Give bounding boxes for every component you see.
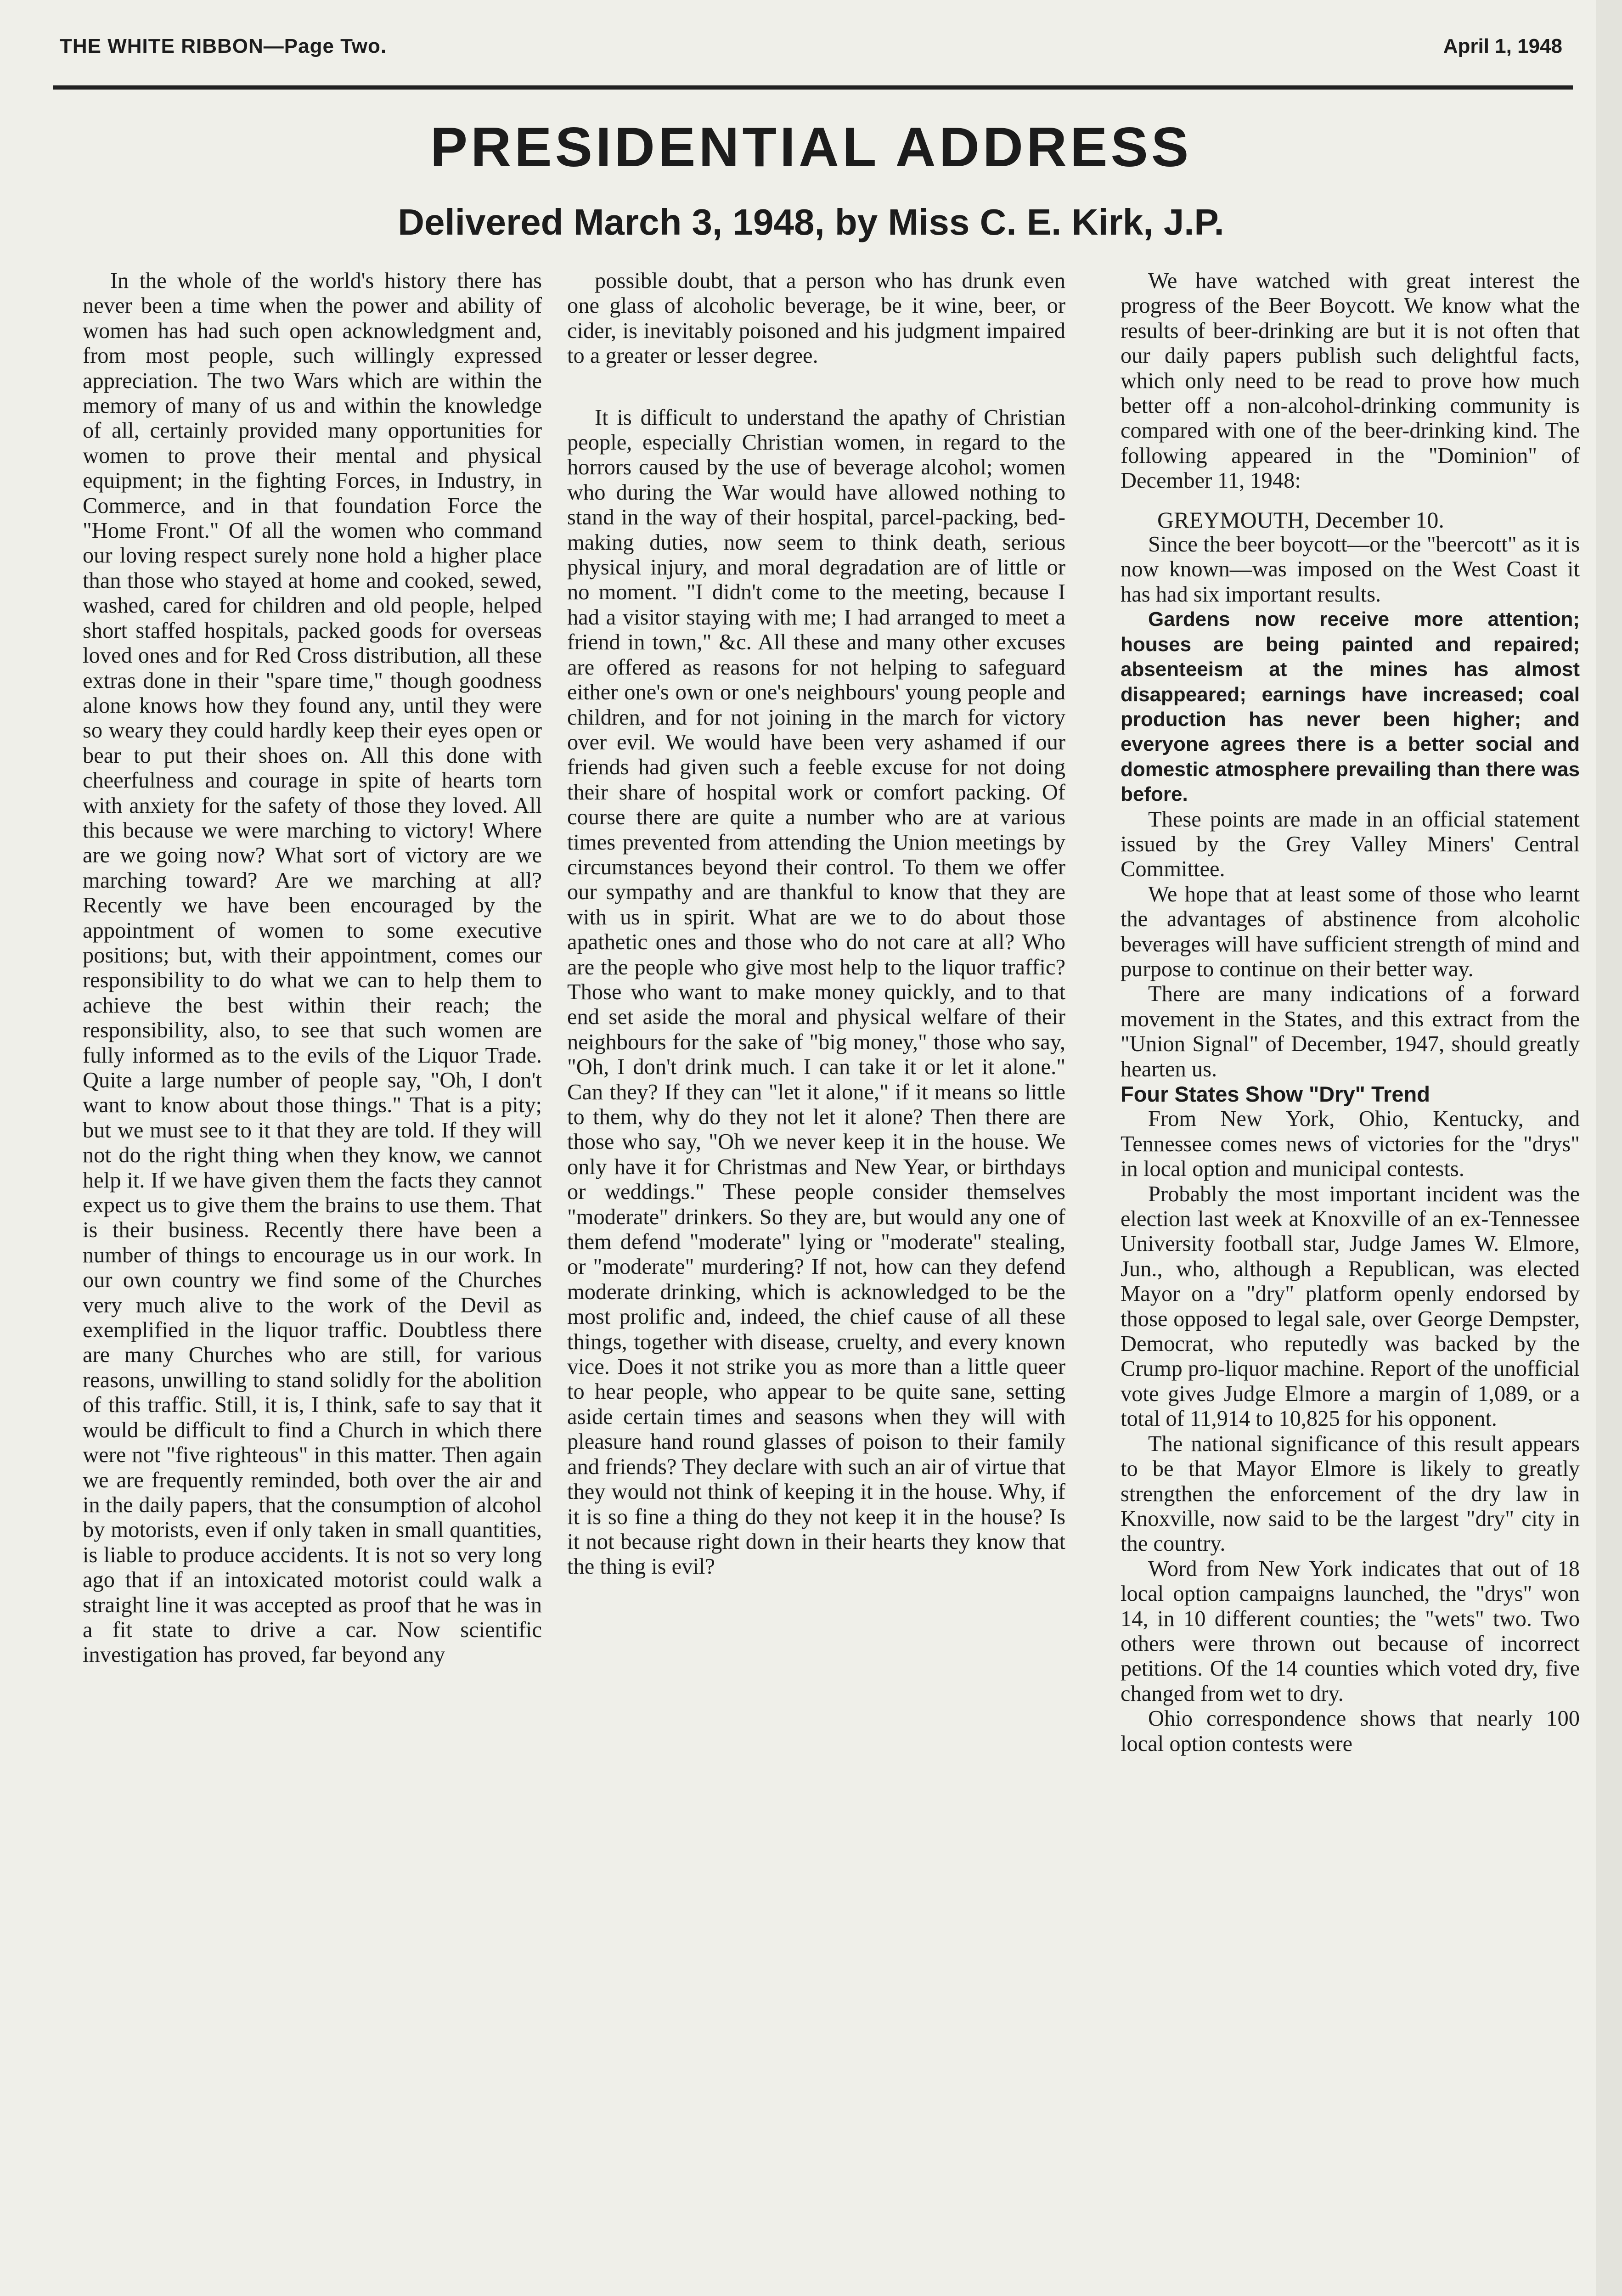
section-heading: Four States Show "Dry" Trend — [1121, 1082, 1430, 1106]
page-header — [60, 28, 1562, 65]
dateline: GREYMOUTH, December 10. — [1157, 506, 1444, 533]
paragraph: There are many indications of a forward movement in the States, and this extract from the "Union Signal" of December, 1947, should greatly hearten us. — [1121, 982, 1580, 1081]
paragraph: The national significance of this result appears to be that Mayor Elmore is likely to greatly strengthen the enforcement of the dry law in Knoxville, now said to be the largest "dry" city in the country. — [1121, 1431, 1580, 1556]
paragraph-gap — [567, 369, 1065, 405]
paragraph: We have watched with great interest the progress of the Beer Boycott. We know what the results of beer-drinking are but it is not often that our daily papers publish such delightful facts, which only need to be read to prove how much better off a non-alcohol-drinking community is compared with one of the beer-drinking kind. The following appeared in the "Dominion" of December 11, 1948: — [1121, 269, 1580, 493]
paragraph: From New York, Ohio, Kentucky, and Tennessee comes news of victories for the "drys" in local option and municipal contests. — [1121, 1107, 1580, 1182]
column-1 — [83, 269, 542, 2296]
paragraph: Probably the most important incident was the election last week at Knoxville of an ex-Tennessee University football star, Judge James W. Elmore, Jun., who, although a Republican, was elected Mayor on a "dry" platform openly endorsed by those opposed to legal sale, over George Dempster, Democrat, who reputedly was backed by the Crump pro-liquor machine. Report of the unofficial vote gives Judge Elmore a margin of 1,089, or a total of 11,914 to 10,825 for his opponent. — [1121, 1182, 1580, 1431]
paragraph: possible doubt, that a person who has drunk even one glass of alcoholic beverage, be it wine, beer, or cider, is inevitably poisoned and his judgment impaired to a greater or lesser degree. — [567, 269, 1065, 368]
header-date: April 1, 1948 — [1443, 35, 1562, 57]
paragraph: Word from New York indicates that out of 18 local option campaigns launched, the "drys" won 14, in 10 different counties; the "wets" two. Two others were thrown out because of incorrect petitions. Of the 14 counties which voted dry, five changed from wet to dry. — [1121, 1556, 1580, 1706]
paragraph: Ohio correspondence shows that nearly 100 local option contests were — [1121, 1706, 1580, 1756]
header-rule — [53, 85, 1573, 90]
paragraph: These points are made in an official statement issued by the Grey Valley Miners' Central Committee. — [1121, 807, 1580, 882]
bold-paragraph: Gardens now receive more attention; houses are being painted and repaired; absenteeism at the mines has almost disappeared; earnings have increased; coal production has never been higher; and everyone agrees there is a better social and domestic atmosphere prevailing than there was before. — [1121, 608, 1580, 806]
paragraph: Since the beer boycott—or the "beercott" as it is now known—was imposed on the West Coast it has had six important results. — [1121, 532, 1580, 607]
page-edge — [1596, 0, 1622, 2296]
header-publication: THE WHITE RIBBON—Page Two. — [60, 35, 387, 57]
column-3 — [1121, 269, 1580, 2296]
article-title: PRESIDENTIAL ADDRESS — [430, 116, 1192, 178]
paragraph: In the whole of the world's history there has never been a time when the power and ability of women has had such open acknowledgment and, from most people, such willingly expressed appreciation. The two Wars which are within the memory of many of us and within the knowledge of all, certainly provided many opportunities for women to prove their mental and physical equipment; in the fighting Forces, in Industry, in Commerce, and in that foundation Force the "Home Front." Of all the women who command our loving respect surely none hold a higher place than those who stayed at home and cooked, sewed, washed, cared for children and old people, helped short staffed hospitals, packed goods for overseas loved ones and for Red Cross distribution, all these extras done in their "spare time," though goodness alone knows how they found any, until they were so weary they could hardly keep their eyes open or bear to put their shoes on. All this done with cheerfulness and courage in spite of hearts torn with anxiety for the safety of those they loved. All this because we were marching to victory! Where are we going now? What sort of victory are we marching toward? Are we marching at all? Recently we have been encouraged by the appointment of women to some executive positions; but, with their appointment, comes our responsibility to do what we can to help them to achieve the best within their reach; the responsibility, also, to see that such women are fully informed as to the evils of the Liquor Trade. Quite a large number of people say, "Oh, I don't want to know about those things." That is a pity; but we must see to it that they are told. If they will not do the right thing when they know, we cannot help it. If we have given them the facts they cannot expect us to give them the brains to use them. That is their business. Recently there have been a number of things to encourage us in our work. In our own country we find some of the Churches very much alive to the work of the Devil as exemplified in the liquor traffic. Doubtless there are many Churches who are still, for various reasons, unwilling to stand solidly for the abolition of this traffic. Still, it is, I think, safe to say that it would be difficult to find a Church in which there were not "five righteous" in this matter. Then again we are frequently reminded, both over the air and in the daily papers, that the consumption of alcohol by motorists, even if only taken in small quantities, is liable to produce accidents. It is not so very long ago that if an intoxicated motorist could walk a straight line it was accepted as proof that he was in a fit state to drive a car. Now scientific investigation has proved, far beyond any — [83, 269, 542, 1667]
paragraph: We hope that at least some of those who learnt the advantages of abstinence from alcoholic beverages will have sufficient strength of mind and purpose to continue on their better way. — [1121, 882, 1580, 981]
column-2 — [567, 269, 1065, 2296]
article-subtitle: Delivered March 3, 1948, by Miss C. E. Kirk, J.P. — [398, 202, 1224, 242]
paragraph: It is difficult to understand the apathy of Christian people, especially Christian women, in regard to the horrors caused by the use of beverage alcohol; women who during the War would have allowed nothing to stand in the way of their hospital, parcel-packing, bed-making duties, now seem to think death, serious physical injury, and moral degradation are of little or no moment. "I didn't come to the meeting, because I had a visitor staying with me; I had arranged to meet a friend in town," &c. All these and many other excuses are offered as reasons for not helping to safeguard either one's own or one's neighbours' young people and children, and for not joining in the march for victory over evil. We would have been very ashamed if our friends had given such a feeble excuse for not doing their share of hospital work or comfort packing. Of course there are quite a number who are at various times prevented from attending the Union meetings by circumstances beyond their control. To them we offer our sympathy and are thankful to know that they are with us in spirit. What are we to do about those apathetic ones and those who do not care at all? Who are the people who give most help to the liquor traffic? Those who want to make money quickly, and to that end set aside the moral and physical welfare of their neighbours for the sake of "big money," those who say, "Oh, I don't drink much. I can take it or let it alone." Can they? If they can "let it alone," if it means so little to them, why do they not let it alone? Then there are those who say, "Oh we never keep it in the house. We only have it for Christmas and New Year, or birthdays or weddings." These people consider themselves "moderate" drinkers. So they are, but would any one of them defend "moderate" lying or "moderate" stealing, or "moderate" murdering? If not, how can they defend moderate drinking, which is acknowledged to be the most prolific and, indeed, the chief cause of all these things, together with disease, cruelty, and every known vice. Does it not strike you as more than a little queer to hear people, who appear to be quite sane, setting aside certain times and seasons when they will with pleasure hand round glasses of poison to their family and friends? They declare with such an air of virtue that they would not think of keeping it in the house. Why, if it is so fine a thing do they not keep it in the house? Is it not because right down in their hearts they know that the thing is evil? — [567, 405, 1065, 1579]
